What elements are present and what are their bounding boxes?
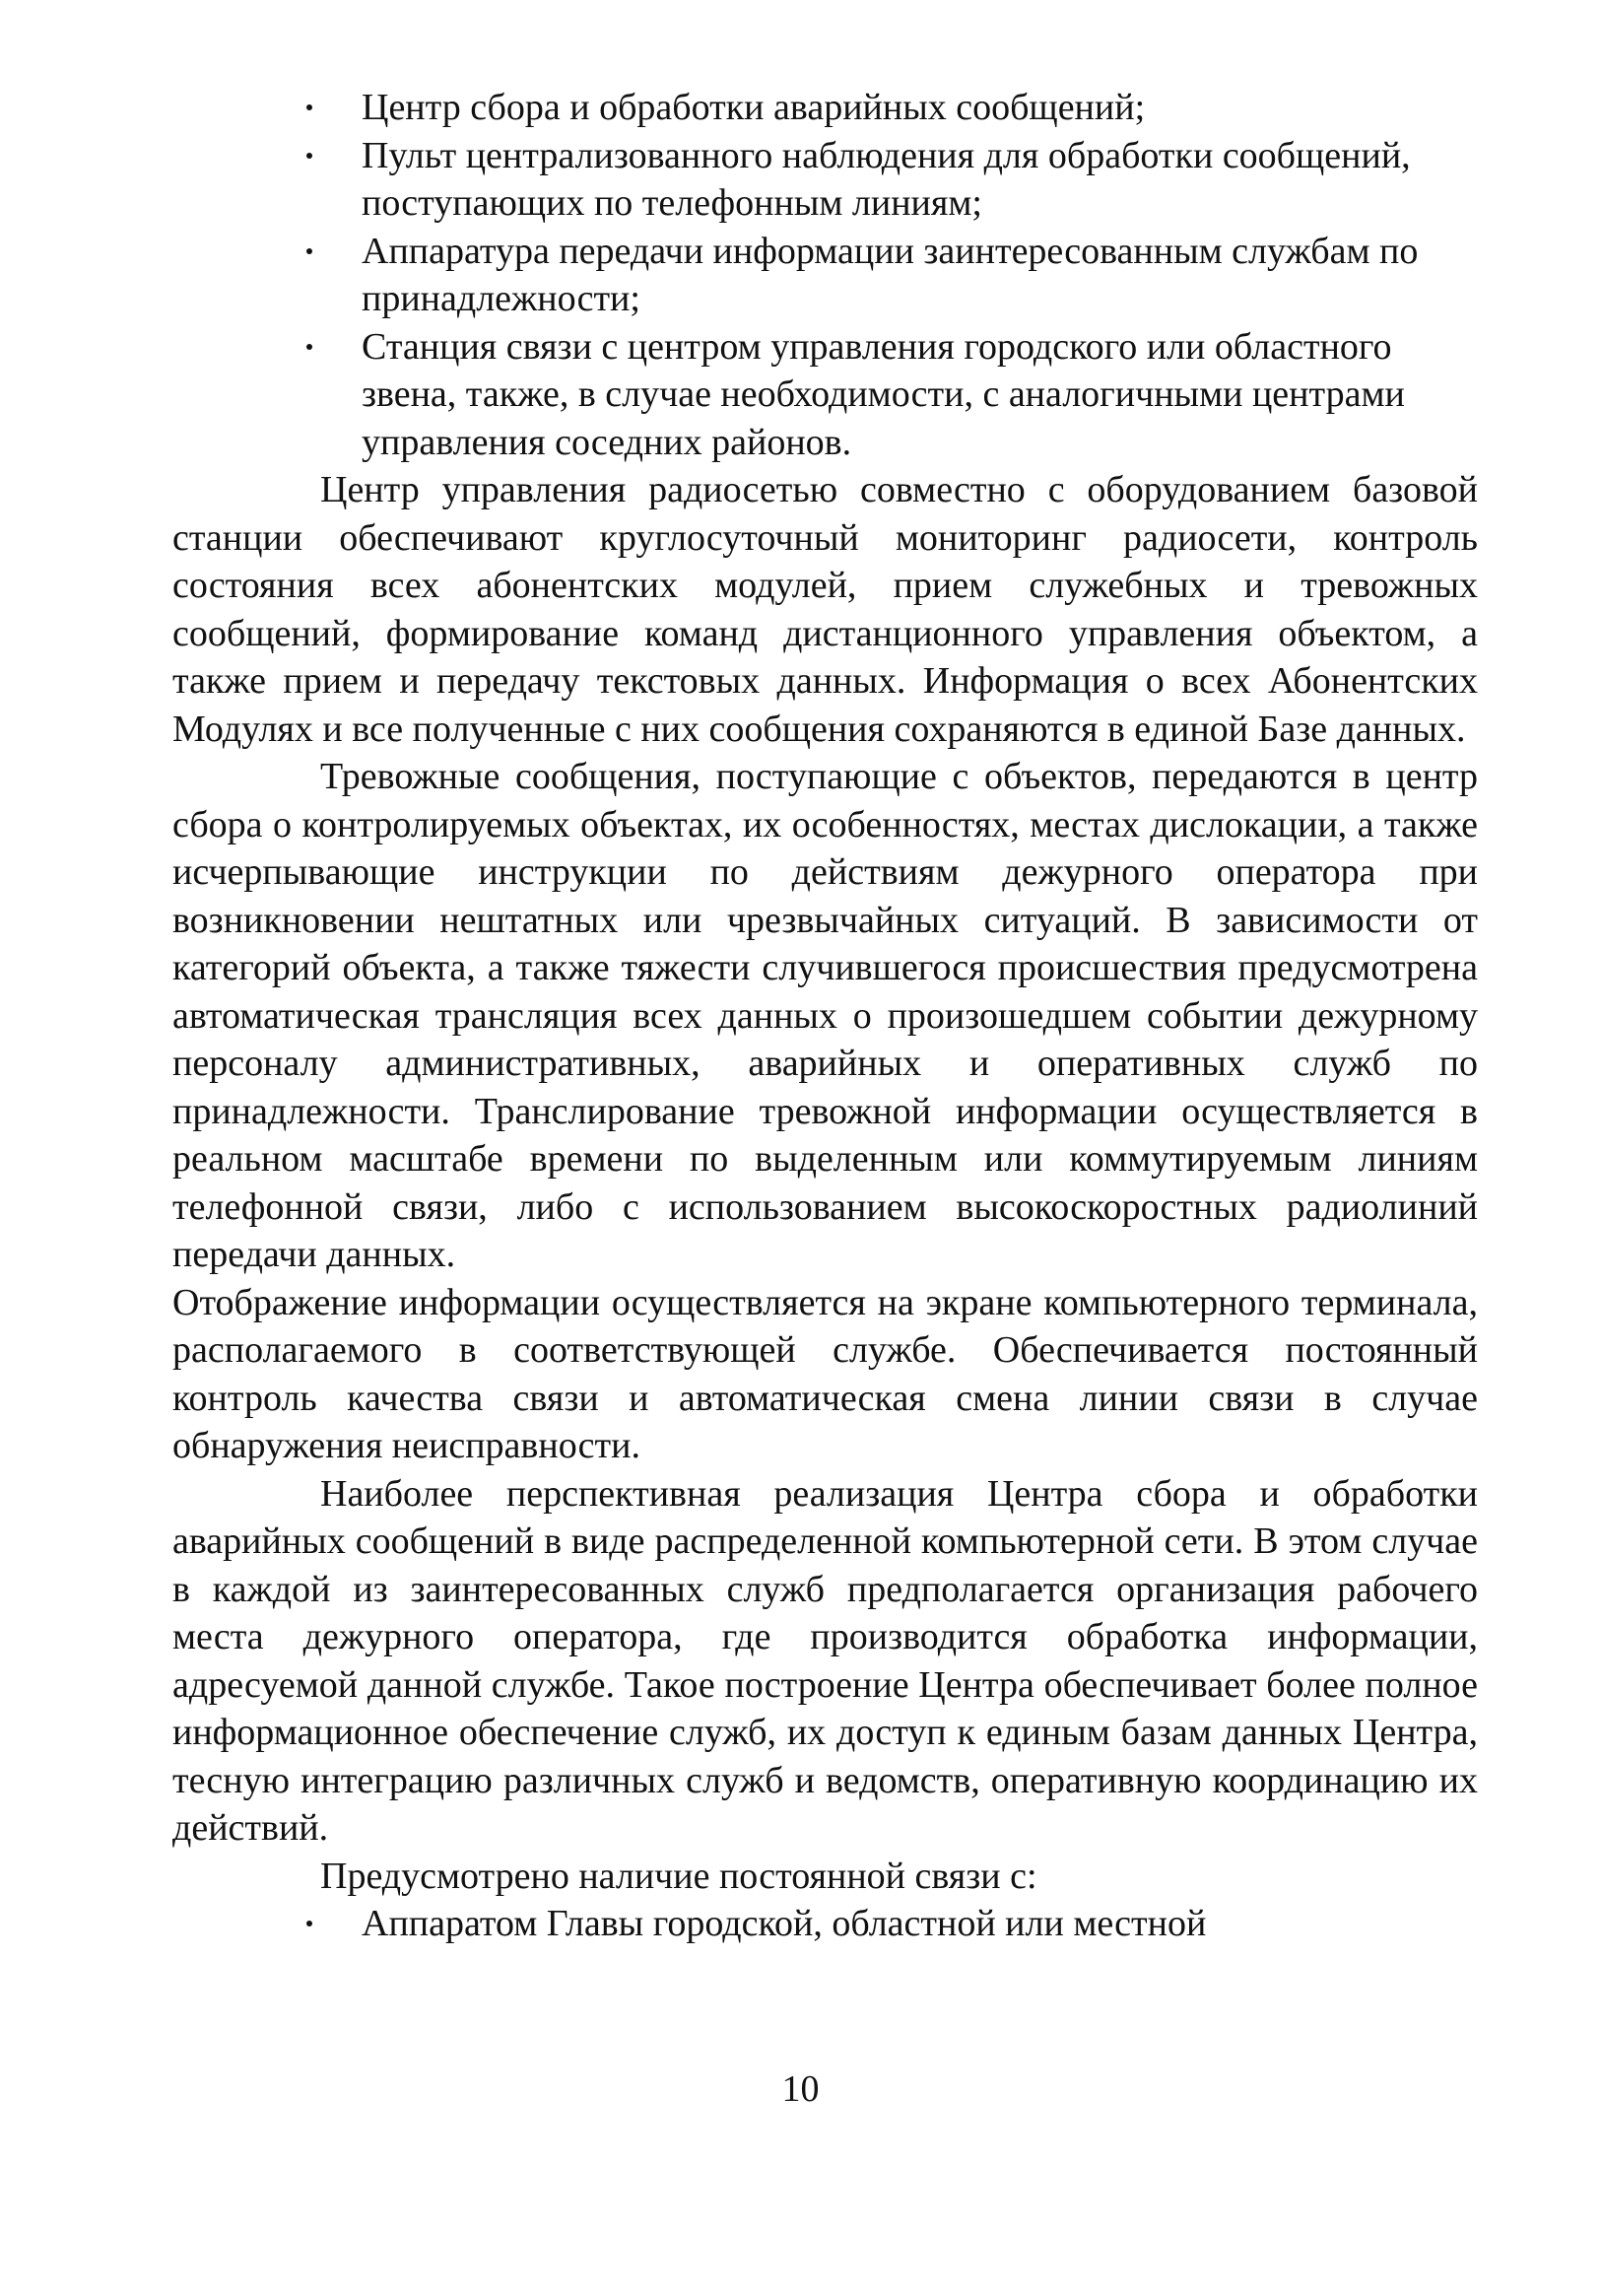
bullet-text: Станция связи с центром управления городского или областного звена, также, в случае необходимости, с аналогичными центрами управления соседних районов. bbox=[362, 325, 1405, 463]
bullet-item bbox=[362, 228, 1478, 323]
bullet-item bbox=[362, 323, 1478, 467]
paragraph-distributed-network: Наиболее перспективная реализация Центра сбора и обработки аварийных сообщений в виде распределенной компьютерной сети. В этом случае в каждой из заинтересованных служб предполагается организация рабочего места дежурного оператора, где производится обработка информации, адресуемой данной службе. Такое построение Центра обеспечивает более полное информационное обеспечение служб, их доступ к единым базам данных Центра, тесную интеграцию различных служб и ведомств, оперативную координацию их действий. bbox=[172, 1472, 1478, 1849]
bullet-dot-icon bbox=[306, 248, 312, 254]
page-number: 10 bbox=[781, 2068, 820, 2110]
bullet-dot-icon bbox=[306, 153, 312, 159]
paragraph-display: Отображение информации осуществляется на экране компьютерного терминала, располагаемого в соответствующей службе. Обеспечивается постоянный контроль качества связи и автоматическая смена линии связи в случае обнаружения неисправности. bbox=[172, 1281, 1478, 1466]
paragraph-radio-network: Центр управления радиосетью совместно с оборудованием базовой станции обеспечивают круглосуточный мониторинг радиосети, контроль состояния всех абонентских модулей, прием служебных и тревожных сообщений, формирование команд дистанционного управления объектом, а также прием и передачу текстовых данных. Информация о всех Абонентских Модулях и все полученные с них сообщения сохраняются в единой Базе данных. bbox=[172, 469, 1478, 750]
bullet-list-top bbox=[172, 84, 1478, 466]
bullet-text: Пульт централизованного наблюдения для обработки сообщений, поступающих по телефонным линиям; bbox=[362, 134, 1411, 224]
bullet-item bbox=[362, 132, 1478, 228]
bullet-text: Центр сбора и обработки аварийных сообщений; bbox=[362, 87, 1146, 128]
bullet-text: Аппаратура передачи информации заинтересованным службам по принадлежности; bbox=[362, 230, 1419, 319]
bullet-item bbox=[362, 1900, 1478, 1948]
paragraph-lead-in: Предусмотрено наличие постоянной связи с: bbox=[320, 1855, 1037, 1897]
bullet-text: Аппаратом Главы городской, областной или местной bbox=[362, 1903, 1207, 1944]
bullet-item bbox=[362, 84, 1478, 132]
paragraph-alarm-messages: Тревожные сообщения, поступающие с объектов, передаются в центр сбора о контролируемых объектах, их особенностях, местах дислокации, а также исчерпывающие инструкции по действиям дежурного оператора при возникновении нештатных или чрезвычайных ситуаций. В зависимости от категорий объекта, а также тяжести случившегося происшествия предусмотрена автоматическая трансляция всех данных о произошедшем событии дежурному персоналу административных, аварийных и оперативных служб по принадлежности. Транслирование тревожной информации осуществляется в реальном масштабе времени по выделенным или коммутируемым линиям телефонной связи, либо с использованием высокоскоростных радиолиний передачи данных. bbox=[172, 756, 1478, 1275]
bullet-dot-icon bbox=[306, 104, 312, 110]
bullet-dot-icon bbox=[306, 1921, 312, 1926]
page-body bbox=[172, 84, 1478, 1948]
bullet-dot-icon bbox=[306, 344, 312, 350]
bullet-list-bottom bbox=[172, 1900, 1478, 1948]
